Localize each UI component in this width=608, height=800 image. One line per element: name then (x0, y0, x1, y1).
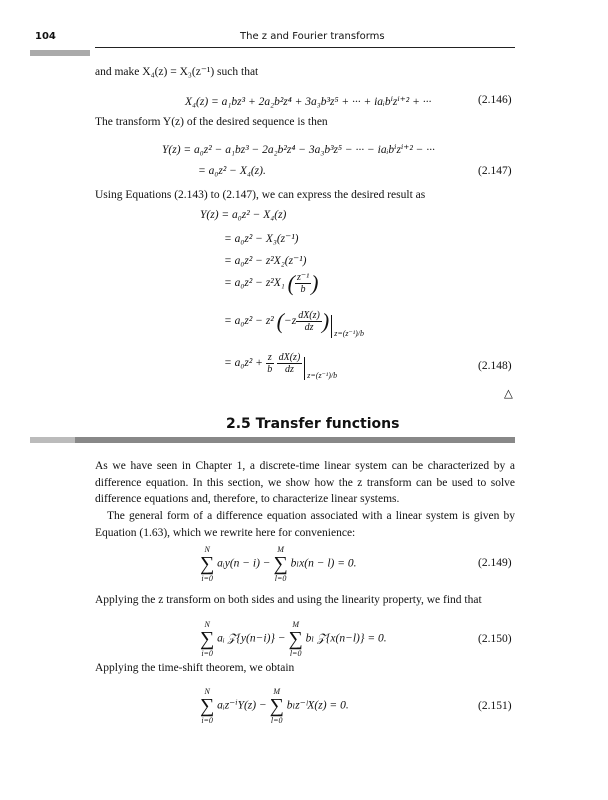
using-line: Using Equations (2.143) to (2.147), we can express the desired result as (95, 189, 426, 201)
sigma: ∑ (200, 553, 215, 575)
term: bₗ 𝒵{x(n−l)} = 0. (305, 632, 387, 645)
equation-number: (2.146) (478, 94, 512, 106)
denominator: b (300, 284, 306, 295)
sum-symbol (270, 687, 284, 725)
lower-limit: i=0 (201, 649, 213, 658)
sum-symbol (289, 620, 303, 658)
lower-limit: i=0 (201, 574, 213, 583)
sum-symbol (273, 545, 287, 583)
term: aᵢz⁻ⁱY(z) − (217, 699, 267, 712)
upper-limit: N (204, 620, 210, 629)
header-gray-bar (30, 50, 90, 56)
header-rule (95, 47, 515, 48)
lower-limit: i=0 (201, 716, 213, 725)
transform-line: The transform Y(z) of the desired sequence is then (95, 116, 328, 128)
fraction (295, 272, 311, 295)
numerator: dX(z) (298, 310, 320, 321)
equation-2-147-line1: Y(z) = a₀z² − a₁bz³ − 2a₂b²z⁴ − 3a₃b³z⁵ − ··· − iaᵢbⁱzⁱ⁺² − ··· (162, 144, 435, 156)
denominator: b (267, 364, 273, 375)
sigma: ∑ (273, 553, 288, 575)
sum-symbol (200, 620, 214, 658)
section-bar-light (30, 437, 75, 443)
equation-number: (2.147) (478, 165, 512, 177)
equation-2-146: X₄(z) = a₁bz³ + 2a₂b²z⁴ + 3a₃b³z⁵ + ··· + iaᵢbⁱzⁱ⁺² + ··· (185, 96, 432, 108)
equation-2-151 (200, 687, 349, 725)
fraction (277, 352, 303, 375)
evaluation-bar: z=(z⁻¹)/b (304, 357, 337, 380)
paren: ( (276, 308, 284, 334)
upper-limit: N (204, 687, 210, 696)
term: aᵢ 𝒵{y(n−i)} − (217, 632, 286, 645)
equation-number: (2.148) (478, 360, 512, 372)
equation-2-148-line4 (224, 272, 318, 295)
numerator: dX(z) (278, 352, 301, 363)
term: bₗx(n − l) = 0. (290, 557, 357, 570)
section-heading: 2.5 Transfer functions (226, 416, 400, 432)
term: bₗz⁻ˡX(z) = 0. (286, 699, 349, 712)
sigma: ∑ (200, 695, 215, 717)
end-of-example-triangle-icon: △ (504, 388, 513, 400)
numerator: z⁻¹ (296, 272, 310, 283)
equation-2-148-line1: Y(z) = a₀z² − X₄(z) (200, 209, 287, 221)
upper-limit: M (277, 545, 284, 554)
denominator: dz (304, 322, 314, 333)
lower-limit: l=0 (274, 574, 287, 583)
paren: ) (311, 270, 319, 296)
fraction (296, 310, 322, 333)
lower-limit: l=0 (270, 716, 283, 725)
equation-2-148-line2: = a₀z² − X₃(z⁻¹) (224, 233, 299, 245)
expr: = a₀z² + (224, 357, 263, 370)
equation-number: (2.151) (478, 700, 512, 712)
equation-number: (2.150) (478, 633, 512, 645)
equation-2-150 (200, 620, 387, 658)
sigma: ∑ (288, 628, 303, 650)
page-number: 104 (35, 31, 56, 42)
paren: ) (321, 308, 330, 334)
equation-2-147-line2: = a₀z² − X₄(z). (198, 165, 266, 177)
paren: ( (287, 270, 295, 296)
sigma: ∑ (200, 628, 215, 650)
upper-limit: M (273, 687, 281, 696)
section-bar (75, 437, 515, 443)
apply-shift-line: Applying the time-shift theorem, we obtain (95, 662, 295, 674)
expr: = a₀z² − z²X₁ (224, 277, 285, 290)
equation-number: (2.149) (478, 557, 512, 569)
intro-line: and make X₄(z) = X₃(z⁻¹) such that (95, 66, 259, 78)
equation-2-148-line3: = a₀z² − z²X₂(z⁻¹) (224, 255, 307, 267)
equation-2-148-line6 (224, 352, 337, 380)
numerator: z (267, 352, 272, 363)
running-title: The z and Fourier transforms (240, 31, 385, 42)
equation-2-149 (200, 545, 357, 583)
expr: −z (283, 315, 297, 328)
sum-symbol (200, 687, 214, 725)
sigma: ∑ (269, 695, 284, 717)
sum-symbol (200, 545, 214, 583)
fraction (266, 352, 274, 375)
upper-limit: M (292, 620, 299, 629)
paragraph-2: The general form of a difference equation associated with a linear system is given by Equation (1.63), which we rewrite here for convenience: (95, 510, 515, 539)
equation-2-148-line5 (224, 310, 364, 338)
denominator: dz (284, 364, 294, 375)
term: aᵢy(n − i) − (217, 557, 271, 570)
apply-z-line: Applying the z transform on both sides and using the linearity property, we find that (95, 594, 482, 606)
lower-limit: l=0 (289, 649, 302, 658)
upper-limit: N (204, 545, 210, 554)
paragraph-1: As we have seen in Chapter 1, a discrete-time linear system can be characterized by a difference equation. In this section, we show how the z transform can be used to solve difference equations and, therefore, to characterize linear systems. (95, 460, 515, 505)
evaluation-bar: z=(z⁻¹)/b (331, 315, 364, 338)
expr: = a₀z² − z² (224, 315, 274, 328)
